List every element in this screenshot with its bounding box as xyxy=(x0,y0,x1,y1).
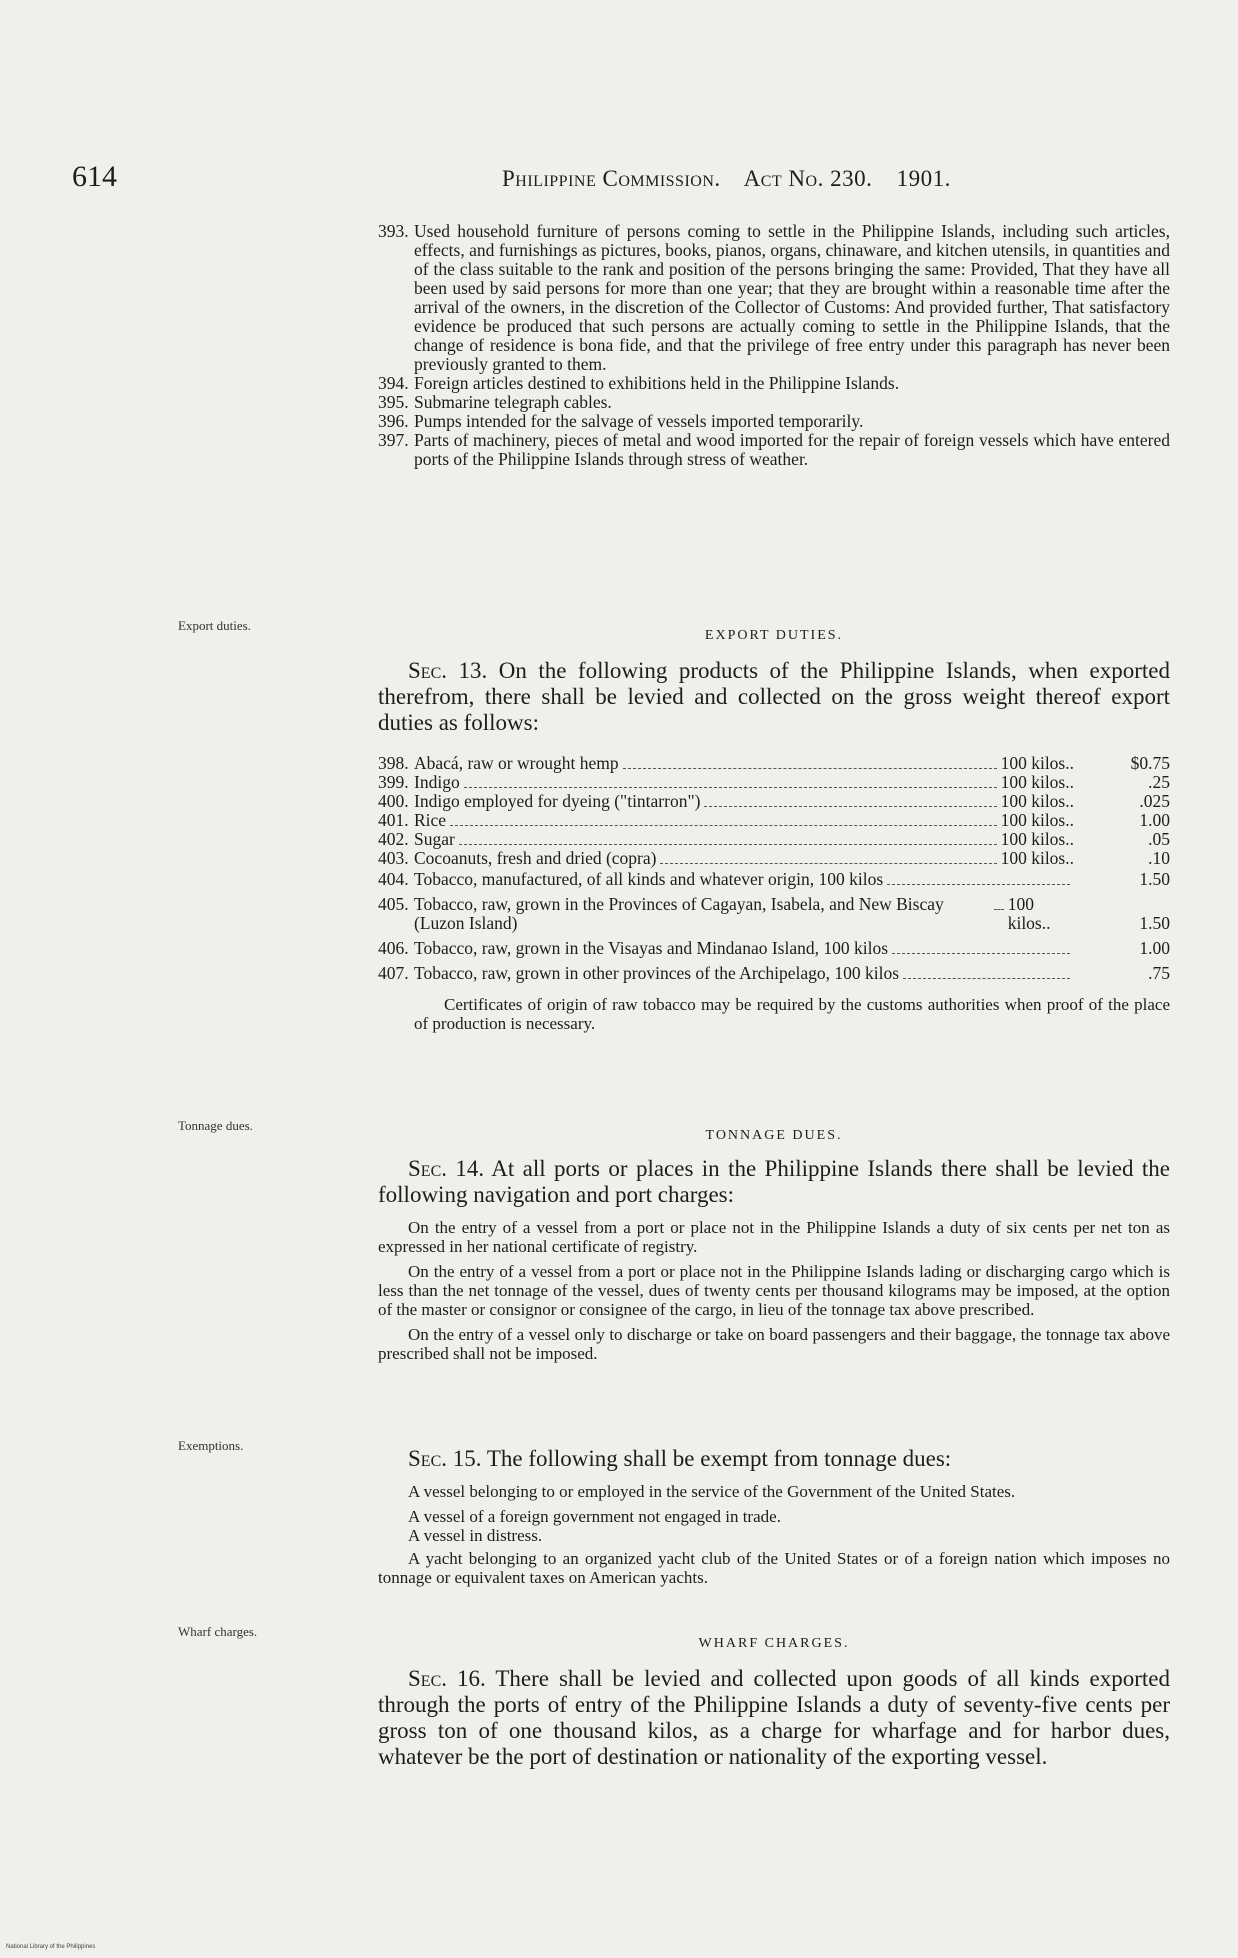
sec-label: Sec. 13. xyxy=(408,658,488,683)
running-head-year: 1901. xyxy=(896,166,951,191)
list-item xyxy=(378,431,1170,469)
item-text: Parts of machinery, pieces of metal and wood imported for the repair of foreign vessels which have entered ports of the Philippine Islands through stress of weather. xyxy=(414,430,1170,469)
item-number: 406. xyxy=(378,938,409,958)
row-unit: 100 kilos.. xyxy=(1000,753,1074,773)
row-desc: Indigo xyxy=(414,772,460,792)
row-unit: 100 kilos.. xyxy=(1000,791,1074,811)
sec-text: At all ports or places in the Philippine Islands there shall be levied the following navigation and port charges: xyxy=(378,1156,1170,1207)
table-row xyxy=(378,811,1170,830)
item-number: 396. xyxy=(378,411,409,431)
item-number: 394. xyxy=(378,373,409,393)
sec-15 xyxy=(378,1446,1170,1472)
sec-14 xyxy=(378,1156,1170,1208)
row-unit: 100 kilos.. xyxy=(1000,810,1074,830)
item-number: 404. xyxy=(378,869,409,889)
table-row xyxy=(378,895,1170,933)
table-row xyxy=(378,870,1170,889)
item-number: 405. xyxy=(378,894,409,914)
row-unit: 100 kilos.. xyxy=(1000,829,1074,849)
row-desc: Tobacco, raw, grown in other provinces of the Archipelago, 100 kilos xyxy=(414,963,900,983)
export-heading: EXPORT DUTIES. xyxy=(704,628,844,643)
table-row xyxy=(378,792,1170,811)
sec-label: Sec. 14. xyxy=(408,1156,485,1181)
list-item xyxy=(378,393,1170,412)
tobacco-certificate-note: Certificates of origin of raw tobacco may be required by the customs authorities when proof of the place of production is necessary. xyxy=(414,995,1170,1033)
row-desc: Tobacco, raw, grown in the Provinces of Cagayan, Isabela, and New Biscay (Luzon Island) xyxy=(414,894,944,933)
wharf-heading: WHARF CHARGES. xyxy=(698,1636,850,1651)
row-desc: Sugar xyxy=(414,829,455,849)
row-unit: 100 kilos.. xyxy=(1000,848,1074,868)
page-header xyxy=(72,160,1072,200)
item-number: 400. xyxy=(378,791,409,811)
margin-note-tonnage: Tonnage dues. xyxy=(178,1118,253,1133)
exemption-paragraph: A yacht belonging to an organized yacht club of the United States or of a foreign nation which imposes no tonnage or equivalent taxes on American yachts. xyxy=(378,1549,1170,1587)
table-row xyxy=(378,754,1170,773)
row-rate: .75 xyxy=(1148,963,1170,983)
table-row xyxy=(378,964,1170,983)
row-desc: Abacá, raw or wrought hemp xyxy=(414,753,619,773)
item-number: 398. xyxy=(378,753,409,773)
item-number: 393. xyxy=(378,221,409,241)
row-rate: 1.50 xyxy=(1139,913,1170,933)
export-duty-table xyxy=(378,754,1170,983)
exemption-paragraph: A vessel of a foreign government not engaged in trade. xyxy=(408,1507,781,1526)
sec-label: Sec. 15. xyxy=(408,1446,482,1471)
item-number: 399. xyxy=(378,772,409,792)
list-item xyxy=(378,222,1170,374)
item-text: Used household furniture of persons coming to settle in the Philippine Islands, including such articles, effects, and furnishings as pictures, books, pianos, organs, chinaware, and kitchen utensils, in quantities and of the class suitable to the rank and position of the persons bringing the same: Provided, That they have all been used by said persons for more than one year; that they are brought within a reasonable time after the arrival of the owners, in the discretion of the Collector of Customs: And provided further, That satisfactory evidence be produced that such persons are actually coming to settle in the Philippine Islands, that the change of residence is bona fide, and that the privilege of free entry under this paragraph has never been previously granted to them. xyxy=(414,221,1170,374)
exemption-paragraph: A vessel belonging to or employed in the service of the Government of the United States. xyxy=(408,1482,1016,1501)
row-desc: Tobacco, raw, grown in the Visayas and Mindanao Island, 100 kilos xyxy=(414,938,889,958)
sec-13 xyxy=(378,658,1170,736)
sec-text: There shall be levied and collected upon goods of all kinds exported through the ports of entry of the Philippine Islands a duty of seventy-five cents per gross ton of one thousand kilos, as a charge for wharfage and for harbor dues, whatever be the port of destination or nationality of the exporting vessel. xyxy=(378,1666,1170,1769)
row-desc: Rice xyxy=(414,810,447,830)
row-unit: 100 kilos.. xyxy=(1000,772,1074,792)
row-rate: .025 xyxy=(1139,791,1170,811)
free-list-continued xyxy=(378,222,1170,469)
item-text: Pumps intended for the salvage of vessels imported temporarily. xyxy=(414,411,864,431)
sec-text: On the following products of the Philippine Islands, when exported therefrom, there shall be levied and collected on the gross weight thereof export duties as follows: xyxy=(378,658,1171,735)
running-head xyxy=(502,166,969,192)
row-desc: Indigo employed for dyeing ("tintarron") xyxy=(414,791,701,811)
item-number: 395. xyxy=(378,392,409,412)
row-rate: .25 xyxy=(1148,772,1170,792)
row-rate: .10 xyxy=(1148,848,1170,868)
list-item xyxy=(378,374,1170,393)
item-number: 401. xyxy=(378,810,409,830)
sec-16 xyxy=(378,1666,1170,1770)
row-rate: .05 xyxy=(1148,829,1170,849)
margin-note-exemptions: Exemptions. xyxy=(178,1438,244,1453)
row-rate: 1.00 xyxy=(1139,938,1170,958)
tonnage-dues-section xyxy=(378,1128,1170,1363)
table-row xyxy=(378,830,1170,849)
margin-note-export: Export duties. xyxy=(178,618,251,633)
tonnage-paragraph: On the entry of a vessel only to discharge or take on board passengers and their baggage, the tonnage tax above prescribed shall not be imposed. xyxy=(378,1325,1170,1363)
exemptions-section xyxy=(378,1446,1170,1587)
page-number: 614 xyxy=(72,160,117,193)
table-row xyxy=(378,939,1170,958)
sec-text: The following shall be exempt from tonnage dues: xyxy=(486,1446,952,1471)
library-footer: National Library of the Philippines xyxy=(6,1944,96,1950)
table-row xyxy=(378,849,1170,868)
item-number: 407. xyxy=(378,963,409,983)
row-rate: 1.00 xyxy=(1139,810,1170,830)
table-row xyxy=(378,773,1170,792)
running-head-title: Philippine Commission. xyxy=(502,166,721,191)
tonnage-paragraph: On the entry of a vessel from a port or place not in the Philippine Islands lading or discharging cargo which is less than the net tonnage of the vessel, dues of twenty cents per thousand kilograms may be imposed, at the option of the master or consignor or consignee of the cargo, in lieu of the tonnage tax above prescribed. xyxy=(378,1262,1170,1319)
item-text: Foreign articles destined to exhibitions held in the Philippine Islands. xyxy=(414,373,900,393)
item-text: Submarine telegraph cables. xyxy=(414,392,612,412)
row-desc: Cocoanuts, fresh and dried (copra) xyxy=(414,848,657,868)
export-duties-section xyxy=(378,628,1170,1033)
list-item xyxy=(378,412,1170,431)
row-rate: 1.50 xyxy=(1139,869,1170,889)
item-number: 403. xyxy=(378,848,409,868)
tonnage-paragraph: On the entry of a vessel from a port or place not in the Philippine Islands a duty of six cents per net ton as expressed in her national certificate of registry. xyxy=(378,1218,1170,1256)
row-rate: $0.75 xyxy=(1130,753,1170,773)
row-unit: 100 kilos.. xyxy=(1007,894,1051,933)
row-desc: Tobacco, manufactured, of all kinds and whatever origin, 100 kilos xyxy=(414,869,884,889)
exemption-paragraph: A vessel in distress. xyxy=(408,1526,543,1545)
sec-label: Sec. 16. xyxy=(408,1666,486,1691)
tonnage-heading: TONNAGE DUES. xyxy=(705,1128,843,1143)
item-number: 397. xyxy=(378,430,409,450)
margin-note-wharf: Wharf charges. xyxy=(178,1624,258,1639)
item-number: 402. xyxy=(378,829,409,849)
running-head-act: Act No. 230. xyxy=(743,166,873,191)
wharf-charges-section xyxy=(378,1636,1170,1770)
